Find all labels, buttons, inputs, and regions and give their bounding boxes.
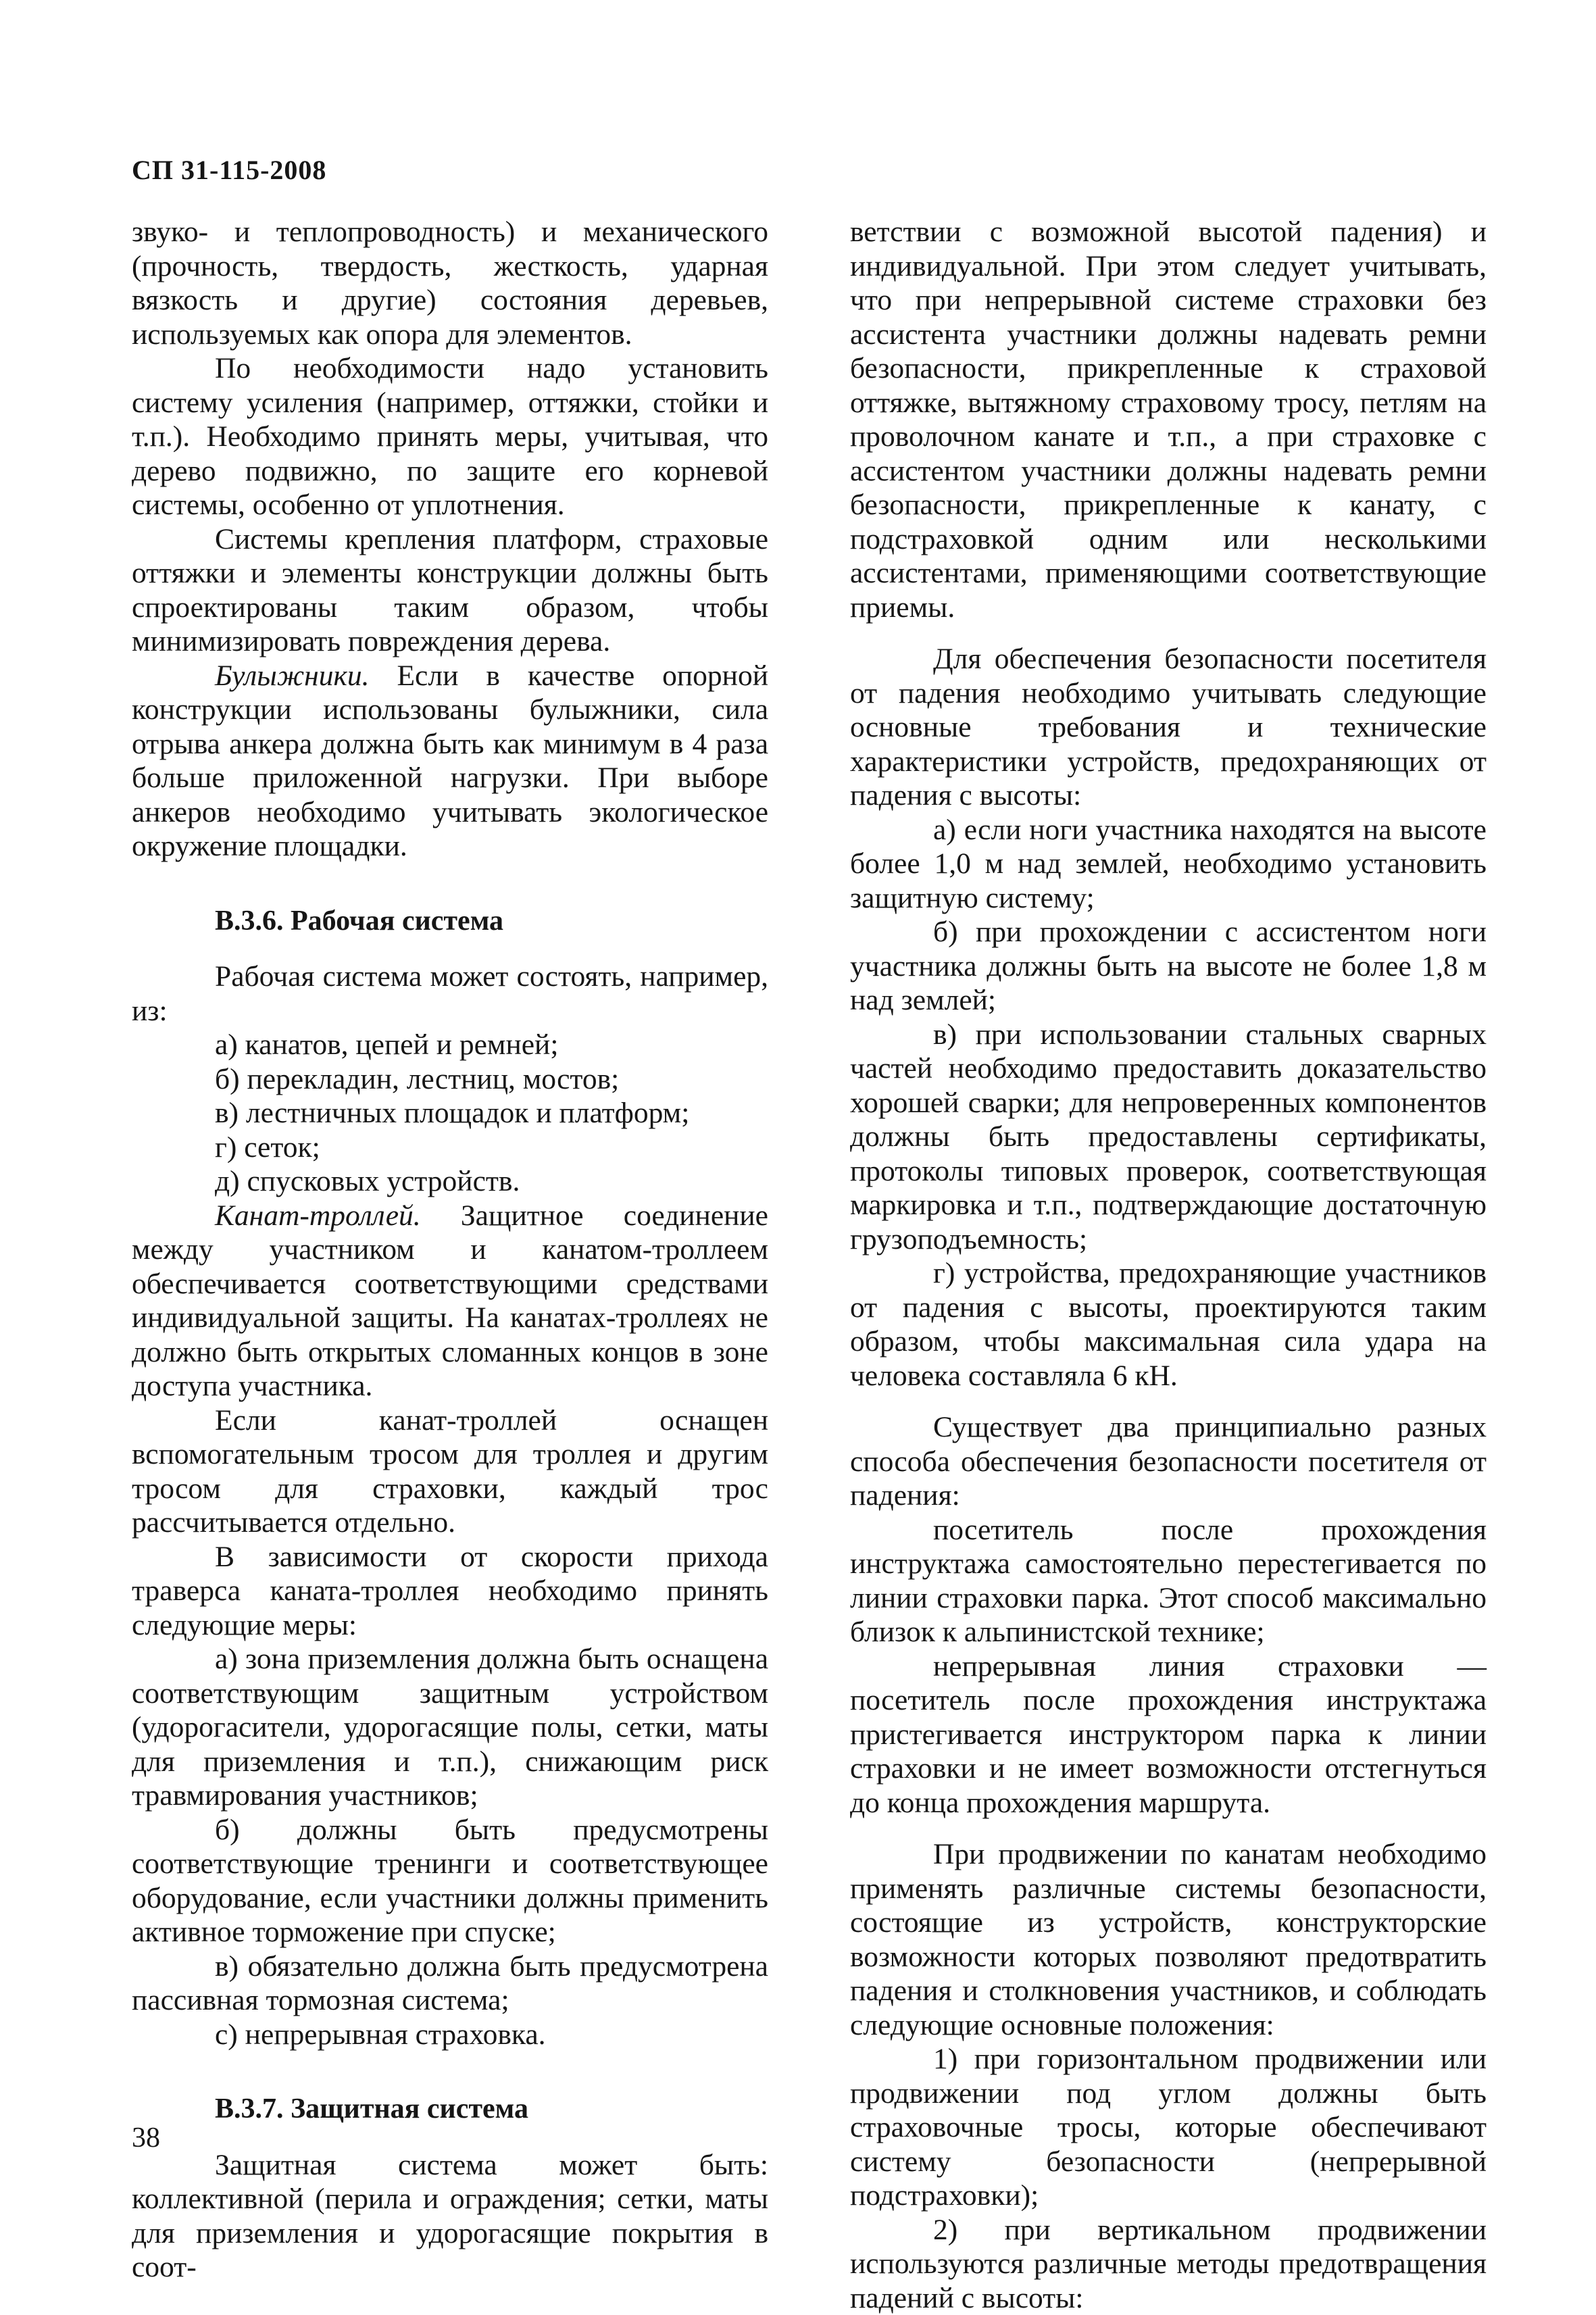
paragraph: В зависимости от скорости прихода траверса каната-троллея необходимо принять следующие меры: (132, 1540, 768, 1643)
list-item: г) сеток; (132, 1130, 768, 1165)
paragraph: 2) при вертикальном продвижении используются различные методы предотвращения падений с высоты: (850, 2213, 1487, 2315)
list-item: а) канатов, цепей и ремней; (132, 1028, 768, 1062)
right-column (850, 215, 1487, 2315)
paragraph-lead: Булыжники. (215, 659, 369, 692)
paragraph-text: Если в качестве опорной конструкции использованы булыжники, сила отрыва анкера должна быть как минимум в 4 раза больше приложенной нагрузки. При выборе анкеров необходимо учитывать экологическое окружение площадки. (132, 659, 768, 863)
paragraph: а) зона приземления должна быть оснащена соответствующим защитным устройством (удорогасители, удорогасящие полы, сетки, маты для приземления и т.п.), снижающим риск травмирования участников; (132, 1642, 768, 1813)
paragraph: При продвижении по канатам необходимо применять различные системы безопасности, состоящие из устройств, конструкторские возможности которых позволяют предотвратить падения и столкновения участников, и соблюдать следующие основные положения: (850, 1837, 1487, 2042)
list-item: в) лестничных площадок и платформ; (132, 1096, 768, 1130)
paragraph: Если канат-троллей оснащен вспомогательным тросом для троллея и другим тросом для страховки, каждый трос рассчитывается отдельно. (132, 1403, 768, 1540)
paragraph-lead: Канат-троллей. (215, 1199, 421, 1232)
paragraph: г) устройства, предохраняющие участников от падения с высоты, проектируются таким образом, чтобы максимальная сила удара на человека составляла 6 кН. (850, 1256, 1487, 1393)
paragraph-boulders (132, 659, 768, 864)
paragraph: Рабочая система может состоять, например, из: (132, 960, 768, 1028)
paragraph: посетитель после прохождения инструктажа самостоятельно перестегивается по линии страховки парка. Этот способ максимально близок к альпинистской технике; (850, 1513, 1487, 1649)
paragraph: в) обязательно должна быть предусмотрена пассивная тормозная система; (132, 1949, 768, 2018)
paragraph: Защитная система может быть: коллективной (перила и ограждения; сетки, маты для приземления и удорогасящие покрытия в соот- (132, 2148, 768, 2285)
list-item: б) перекладин, лестниц, мостов; (132, 1062, 768, 1097)
paragraph: Существует два принципиально разных способа обеспечения безопасности посетителя от падения: (850, 1410, 1487, 1513)
paragraph-trolley (132, 1199, 768, 1403)
paragraph-text: Защитное соединение между участником и канатом-троллеем обеспечивается соответствующими средствами индивидуальной защиты. На канатах-троллеях не должно быть открытых сломанных концов в зоне доступа участника. (132, 1199, 768, 1403)
paragraph: б) при прохождении с ассистентом ноги участника должны быть на высоте не более 1,8 м над землей; (850, 915, 1487, 1018)
list-item: д) спусковых устройств. (132, 1164, 768, 1199)
document-header: СП 31-115-2008 (132, 154, 326, 186)
paragraph: По необходимости надо установить систему усиления (например, оттяжки, стойки и т.п.). Необходимо принять меры, учитывая, что дерево подвижно, по защите его корневой системы, особенно от уплотнения. (132, 351, 768, 522)
paragraph: б) должны быть предусмотрены соответствующие тренинги и соответствующее оборудование, если участники должны применить активное торможение при спуске; (132, 1813, 768, 1949)
paragraph: звуко- и теплопроводность) и механического (прочность, твердость, жесткость, ударная вязкость и другие) состояния деревьев, используемых как опора для элементов. (132, 215, 768, 351)
paragraph: в) при использовании стальных сварных частей необходимо предоставить доказательство хорошей сварки; для непроверенных компонентов должны быть предоставлены сертификаты, протоколы типовых проверок, соответствующая маркировка и т.п., подтверждающие достаточную грузоподъемность; (850, 1018, 1487, 1257)
paragraph: 1) при горизонтальном продвижении или продвижении под углом должны быть страховочные тросы, которые обеспечивают систему безопасности (непрерывной подстраховки); (850, 2042, 1487, 2213)
paragraph: а) если ноги участника находятся на высоте более 1,0 м над землей, необходимо установить защитную систему; (850, 813, 1487, 916)
paragraph: с) непрерывная страховка. (132, 2018, 768, 2052)
paragraph: ветствии с возможной высотой падения) и индивидуальной. При этом следует учитывать, что при непрерывной системе страховки без ассистента участники должны надевать ремни безопасности, прикрепленные к страховой оттяжке, вытяжному страховому тросу, петлям на проволочном канате и т.п., а при страховке с ассистентом участники должны надевать ремни безопасности, прикрепленные к канату, с подстраховкой одним или несколькими ассистентами, применяющими соответствующие приемы. (850, 215, 1487, 624)
section-heading: В.3.7. Защитная система (215, 2092, 768, 2126)
section-heading: В.3.6. Рабочая система (215, 904, 768, 939)
page-number: 38 (132, 2122, 160, 2154)
paragraph: непрерывная линия страховки — посетитель после прохождения инструктажа пристегивается инструктором парка к линии страховки и не имеет возможности отстегнуться до конца прохождения маршрута. (850, 1649, 1487, 1820)
left-column (132, 215, 768, 2285)
paragraph: Для обеспечения безопасности посетителя от падения необходимо учитывать следующие основные требования и технические характеристики устройств, предохраняющих от падения с высоты: (850, 642, 1487, 813)
paragraph: Системы крепления платформ, страховые оттяжки и элементы конструкции должны быть спроектированы таким образом, чтобы минимизировать повреждения дерева. (132, 522, 768, 659)
